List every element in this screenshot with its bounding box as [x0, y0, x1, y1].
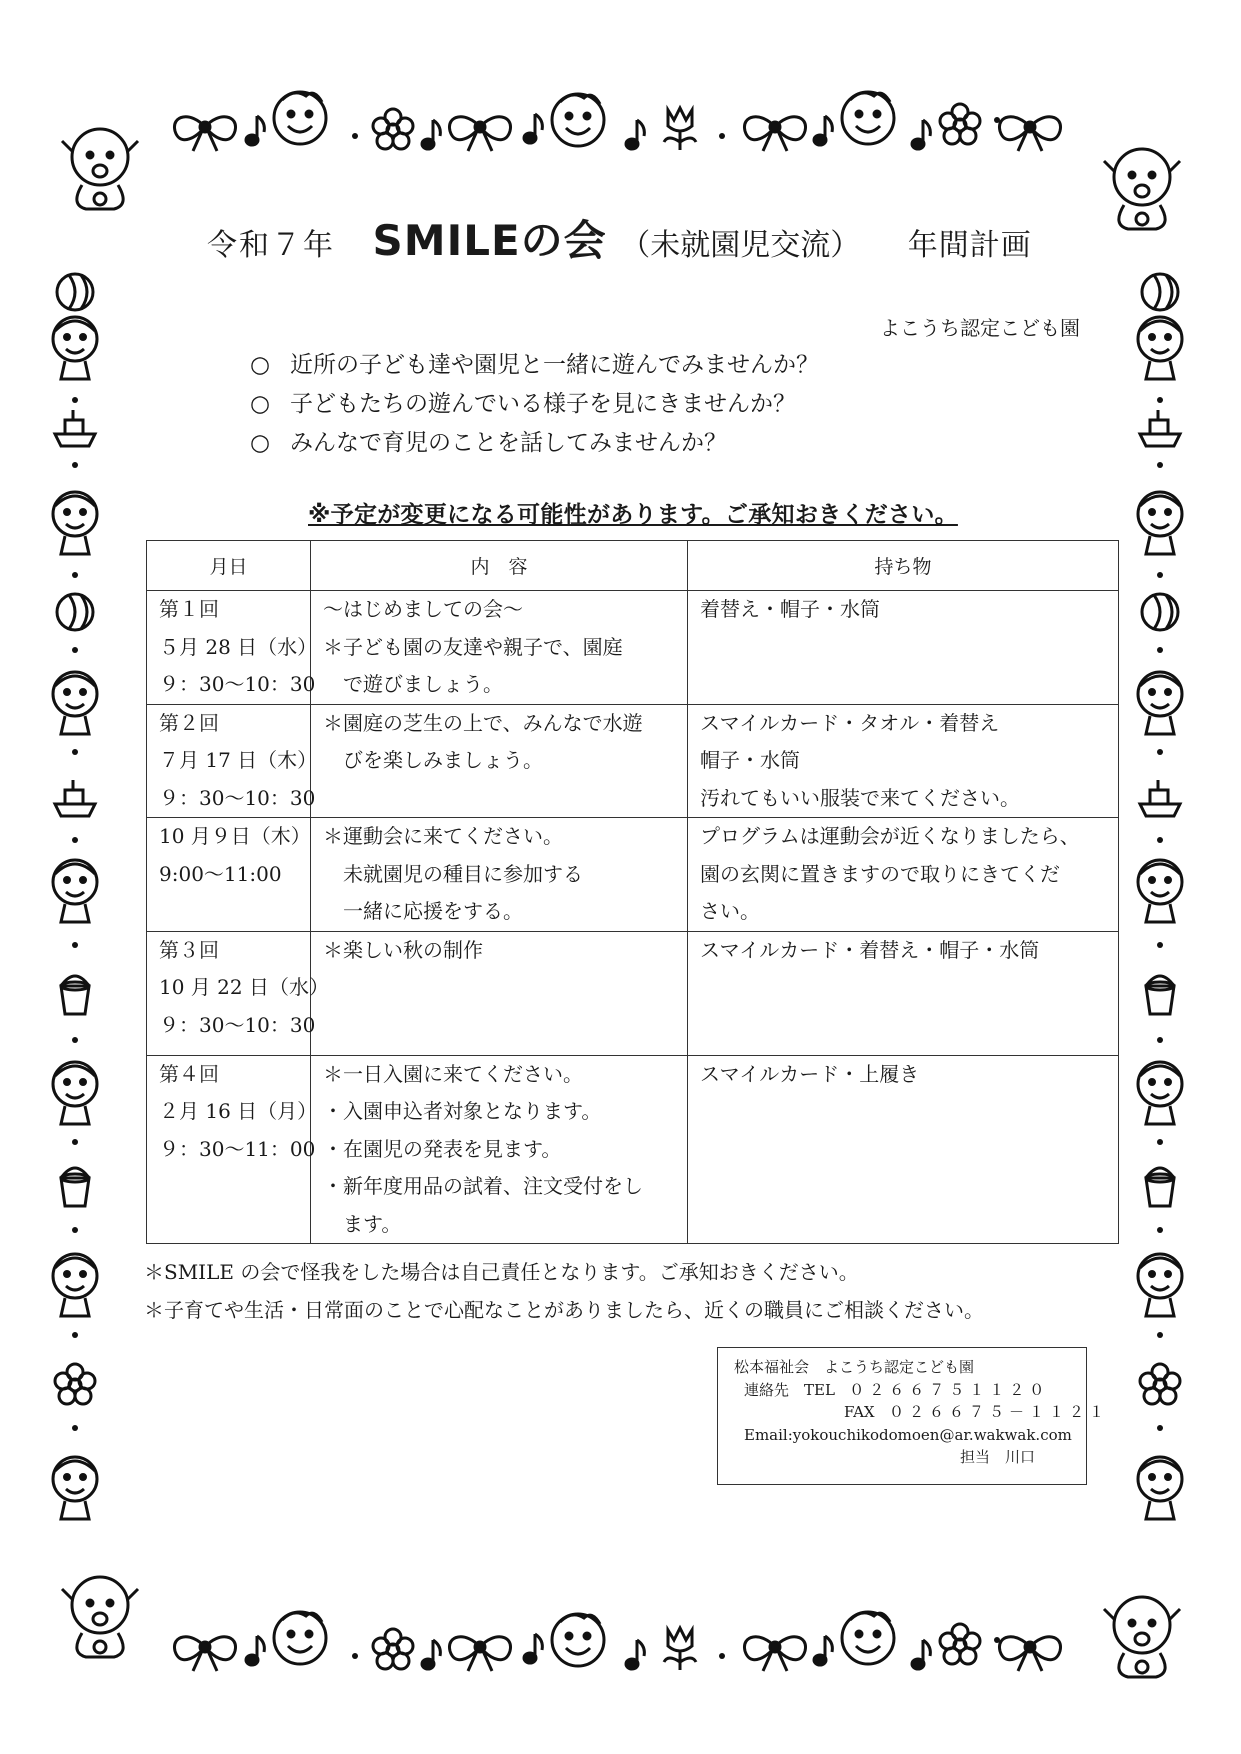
circle-bullet-icon: ○ [250, 391, 271, 417]
contact-email: Email:yokouchikodomoen@ar.wakwak.com [744, 1425, 1072, 1444]
date-cell [147, 591, 318, 705]
change-notice: ※予定が変更になる可能性があります。ご承知おきください。 [308, 502, 958, 528]
cell-line: プログラムは運動会が近くなりましたら、 [700, 824, 1080, 848]
organization-name: よこうち認定こども園 [880, 316, 1080, 340]
cell-line: 帽子・水筒 [700, 748, 800, 772]
cell-line: ・在園児の発表を見ます。 [323, 1136, 562, 1161]
cell-line: びを楽しみましょう。 [323, 748, 543, 772]
cell-line: 未就園児の種目に参加する [323, 861, 583, 886]
fax-label: FAX [844, 1403, 875, 1421]
circle-bullet-icon: ○ [250, 352, 271, 378]
table-header-row [147, 541, 1119, 591]
cell-line: 第２回 [159, 710, 219, 735]
intro-item [250, 424, 970, 463]
note-line: ＊子育てや生活・日常面のことで心配なことがありましたら、近くの職員にご相談ください。 [144, 1298, 984, 1322]
cell-line: 9:00～11:00 [159, 861, 282, 886]
cell-line: ９：30～10：30 [159, 785, 316, 810]
items-cell [688, 818, 1119, 932]
table-row [147, 931, 1119, 1055]
table-row [147, 591, 1119, 705]
intro-text: みんなで育児のことを話してみませんか？ [290, 430, 727, 456]
page-title [207, 208, 1032, 268]
schedule-table [146, 540, 1119, 1244]
intro-text: 近所の子ども達や園児と一緒に遊んでみませんか？ [290, 352, 819, 378]
cell-line: 第１回 [159, 597, 219, 621]
date-cell [147, 931, 329, 1055]
baby-icon [1104, 149, 1180, 229]
title-subtitle: （未就園児交流） [620, 228, 861, 263]
circle-bullet-icon: ○ [250, 430, 271, 456]
cell-line: ～はじめましての会～ [323, 597, 523, 621]
column-header-items: 持ち物 [688, 541, 1119, 591]
content-cell [311, 818, 688, 932]
top-border-row [174, 92, 1060, 151]
fax-number: ０２６６７５－１１２１ [888, 1403, 1109, 1421]
cell-line: スマイルカード・着替え・帽子・水筒 [700, 937, 1040, 962]
cell-line: スマイルカード・タオル・着替え [700, 710, 1000, 735]
cell-line: 10 月９日（木） [159, 824, 311, 848]
cell-line: 園の玄関に置きますので取りにきてくだ [700, 861, 1060, 886]
content-cell [311, 1055, 688, 1244]
cell-line: ＊子ども園の友達や親子で、園庭 [323, 634, 623, 659]
bottom-border-row [174, 1612, 1060, 1671]
left-border-column [53, 274, 97, 1519]
cell-line: で遊びましょう。 [323, 672, 503, 696]
cell-line: ＊楽しい秋の制作 [323, 937, 483, 962]
cell-line: 一緒に応援をする。 [323, 899, 523, 923]
contact-tel-line [734, 1379, 1086, 1402]
items-cell [688, 931, 1119, 1055]
table-row [147, 818, 1119, 932]
items-cell [688, 591, 1119, 705]
cell-line: スマイルカード・上履き [700, 1061, 920, 1086]
cell-line: 汚れてもいい服装で来てください。 [700, 785, 1020, 810]
table-row [147, 1055, 1119, 1244]
baby-icon [1104, 1597, 1180, 1677]
contact-box [717, 1347, 1109, 1485]
cell-line: ２月 16 日（月） [159, 1099, 318, 1123]
notes [144, 1253, 984, 1329]
contact-fax-line [734, 1401, 1109, 1424]
cell-line: 第３回 [159, 937, 219, 962]
title-event-name: SMILEの会 [372, 216, 607, 265]
right-border-column [1138, 274, 1182, 1519]
contact-person: 担当 川口 [960, 1448, 1036, 1466]
column-header-content: 内 容 [311, 541, 688, 591]
cell-line: ５月 28 日（水） [159, 634, 318, 659]
cell-line: 10 月 22 日（水） [159, 975, 329, 999]
date-cell [147, 1055, 318, 1244]
cell-line: ９：30～11：00 [159, 1136, 316, 1161]
tel-number: ０２６６７５１１２０ [849, 1380, 1050, 1399]
cell-line: ・新年度用品の試着、注文受付をし [323, 1174, 643, 1198]
cell-line: 着替え・帽子・水筒 [700, 597, 880, 621]
intro-item [250, 385, 970, 424]
cell-line: さい。 [700, 899, 760, 923]
cell-line: ７月 17 日（木） [159, 748, 318, 772]
baby-icon [62, 129, 138, 209]
date-cell [147, 704, 318, 818]
cell-line: 第４回 [159, 1061, 219, 1086]
items-cell [688, 704, 1119, 818]
intro-item [250, 346, 970, 385]
cell-line: ます。 [323, 1211, 402, 1236]
column-header-date: 月日 [147, 541, 311, 591]
content-cell [311, 931, 688, 1055]
items-cell [688, 1055, 1119, 1244]
cell-line: ＊園庭の芝生の上で、みんなで水遊 [323, 710, 643, 735]
intro-text: 子どもたちの遊んでいる様子を見にきませんか？ [290, 391, 796, 417]
cell-line: ＊運動会に来てください。 [323, 824, 563, 848]
table-row [147, 704, 1119, 818]
date-cell [147, 818, 311, 932]
content-cell [311, 591, 688, 705]
baby-icon [62, 1577, 138, 1657]
intro-list [250, 346, 970, 463]
note-line: ＊SMILE の会で怪我をした場合は自己責任となります。ご承知おきください。 [144, 1260, 859, 1284]
title-plan: 年間計画 [907, 228, 1032, 263]
title-year: 令和７年 [207, 228, 335, 263]
cell-line: ９：30～10：30 [159, 672, 316, 696]
cell-line: ９：30～10：30 [159, 1012, 316, 1037]
cell-line: ・入園申込者対象となります。 [323, 1099, 602, 1123]
contact-org: 松本福祉会 よこうち認定こども園 [734, 1358, 975, 1376]
cell-line: ＊一日入園に来てください。 [323, 1061, 583, 1086]
content-cell [311, 704, 688, 818]
tel-label: 連絡先 TEL [744, 1380, 835, 1399]
